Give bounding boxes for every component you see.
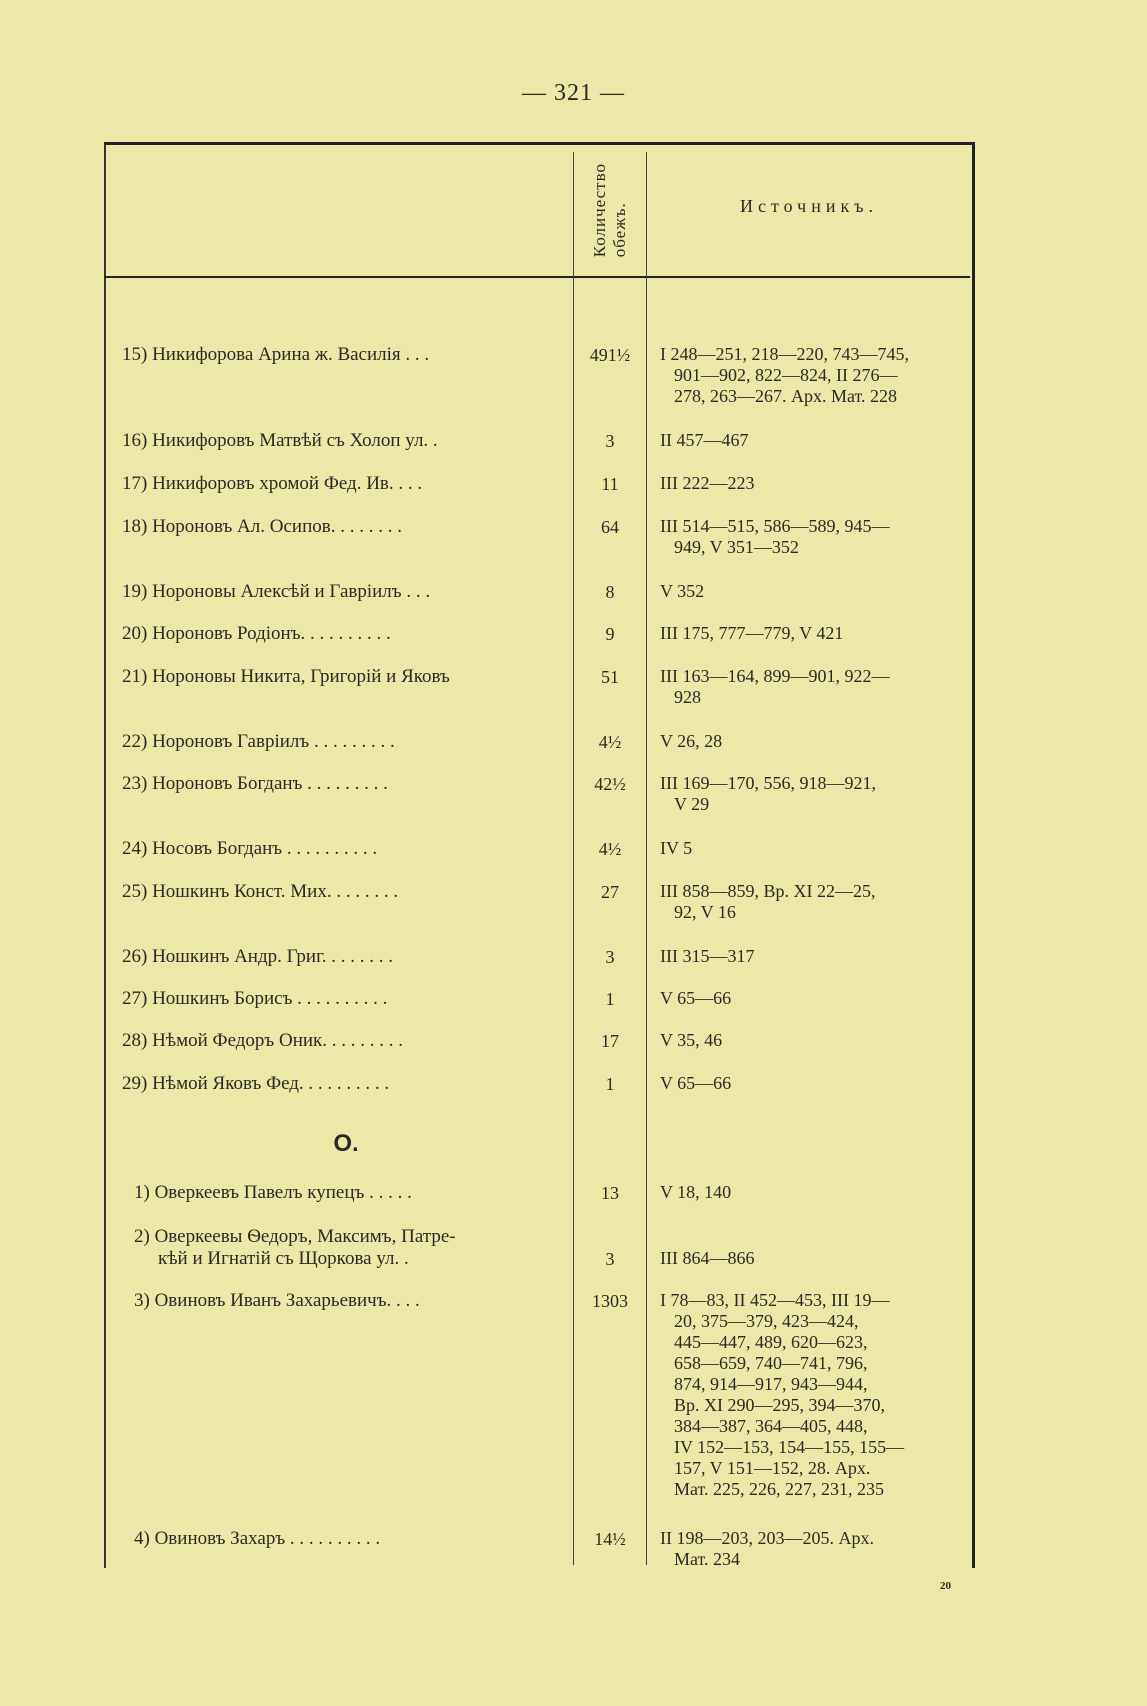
entry-name: 15) Никифорова Арина ж. Василія . . .	[122, 344, 430, 365]
header-divider	[104, 276, 970, 278]
entry-quantity: 1	[605, 1074, 615, 1094]
entry-sources	[660, 430, 966, 451]
entry-sources	[660, 623, 966, 644]
source-line: 901—902, 822—824, II 276—	[674, 365, 898, 385]
entry-name: 3) Овиновъ Иванъ Захарьевичъ. . . .	[134, 1290, 420, 1311]
source-line: III 222—223	[660, 473, 755, 493]
source-line: V 65—66	[660, 1073, 732, 1093]
source-line: 92, V 16	[674, 902, 736, 922]
entry-quantity: 1303	[592, 1291, 628, 1311]
entry-quantity: 13	[601, 1183, 619, 1203]
quantity-column-header	[576, 150, 644, 270]
entry-name: 24) Носовъ Богданъ . . . . . . . . . .	[122, 838, 378, 859]
entry-quantity: 4½	[598, 839, 622, 859]
source-line: V 35, 46	[660, 1030, 723, 1050]
entry-sources	[660, 1182, 966, 1203]
source-line: Вр. XI 290—295, 394—370,	[674, 1395, 885, 1415]
source-line: 658—659, 740—741, 796,	[674, 1353, 868, 1373]
source-line: V 18, 140	[660, 1182, 732, 1202]
source-line: 874, 914—917, 943—944,	[674, 1374, 868, 1394]
entry-name-line1: 2) Оверкеевы Ѳедоръ, Максимъ, Патре-	[134, 1226, 456, 1247]
source-line: V 65—66	[660, 988, 732, 1008]
source-line: III 169—170, 556, 918—921,	[660, 773, 876, 793]
signature-mark: 20	[940, 1580, 951, 1592]
source-line: III 514—515, 586—589, 945—	[660, 516, 890, 536]
entry-sources	[660, 1030, 966, 1051]
column-divider-quantity	[573, 152, 574, 1565]
entry-name: 4) Овиновъ Захаръ . . . . . . . . . .	[134, 1528, 381, 1549]
source-line: II 457—467	[660, 430, 749, 450]
source-line: Мат. 225, 226, 227, 231, 235	[674, 1479, 885, 1499]
entry-sources	[660, 1290, 966, 1500]
entry-sources	[660, 1528, 966, 1570]
entry-quantity: 51	[601, 667, 619, 687]
source-line: III 858—859, Вр. XI 22—25,	[660, 881, 876, 901]
entry-name: 19) Нороновы Алексѣй и Гаврiилъ . . .	[122, 581, 431, 602]
entry-name-line2: кѣй и Игнатiй съ Щоркова ул. .	[158, 1248, 409, 1269]
entry-name	[122, 1226, 570, 1270]
entry-name: 20) Нороновъ Родiонъ. . . . . . . . . .	[122, 623, 391, 644]
entry-name: 28) Нѣмой Федоръ Оник. . . . . . . . .	[122, 1030, 404, 1051]
sources-column-header: Источникъ.	[739, 196, 879, 216]
entry-quantity: 1	[605, 989, 615, 1009]
entry-sources	[660, 344, 966, 407]
entry-sources	[660, 838, 966, 859]
entry-sources	[660, 1248, 966, 1269]
entry-quantity: 9	[605, 624, 615, 644]
entry-quantity: 491½	[589, 345, 631, 365]
source-line: II 198—203, 203—205. Арх.	[660, 1528, 874, 1548]
entry-quantity: 17	[601, 1031, 619, 1051]
entry-name: 25) Ношкинъ Конст. Мих. . . . . . . .	[122, 881, 399, 902]
entry-name: 1) Оверкеевъ Павелъ купецъ . . . . .	[134, 1182, 412, 1203]
source-line: 949, V 351—352	[674, 537, 799, 557]
entry-quantity: 27	[601, 882, 619, 902]
source-line: IV 152—153, 154—155, 155—	[674, 1437, 905, 1457]
entry-quantity: 11	[601, 474, 619, 494]
source-line: III 864—866	[660, 1248, 755, 1268]
entry-name: 18) Нороновъ Ал. Осипов. . . . . . . .	[122, 516, 402, 537]
entry-name: 27) Ношкинъ Борисъ . . . . . . . . . .	[122, 988, 388, 1009]
source-line: 928	[674, 687, 701, 707]
entry-name: 22) Нороновъ Гаврiилъ . . . . . . . . .	[122, 731, 395, 752]
entry-quantity: 42½	[594, 774, 626, 794]
entry-name: 26) Ношкинъ Андр. Григ. . . . . . . .	[122, 946, 393, 967]
source-line: III 163—164, 899—901, 922—	[660, 666, 890, 686]
source-line: V 352	[660, 581, 705, 601]
entry-sources	[660, 988, 966, 1009]
source-line: Мат. 234	[674, 1549, 741, 1569]
source-line: 157, V 151—152, 28. Арх.	[674, 1458, 871, 1478]
page-number: — 321 —	[522, 80, 625, 106]
entry-name: 17) Никифоровъ хромой Фед. Ив. . . .	[122, 473, 423, 494]
source-line: 445—447, 489, 620—623,	[674, 1332, 868, 1352]
entry-sources	[660, 946, 966, 967]
entry-name: 29) Нѣмой Яковъ Фед. . . . . . . . . .	[122, 1073, 390, 1094]
source-line: 278, 263—267. Арх. Мат. 228	[674, 386, 898, 406]
entry-quantity: 3	[605, 1249, 615, 1269]
entry-name: 16) Никифоровъ Матвѣй съ Холоп ул. .	[122, 430, 438, 451]
entry-name: 21) Нороновы Никита, Григорiй и Яковъ	[122, 666, 450, 687]
source-line: V 26, 28	[660, 731, 723, 751]
source-line: V 29	[674, 794, 710, 814]
entry-sources	[660, 666, 966, 708]
entry-quantity: 14½	[594, 1529, 626, 1549]
entry-quantity: 8	[605, 582, 615, 602]
entry-sources	[660, 881, 966, 923]
entry-sources	[660, 473, 966, 494]
column-divider-sources	[646, 152, 647, 1565]
entry-quantity: 64	[601, 517, 619, 537]
quantity-header-label: Количество обежъ.	[590, 162, 629, 258]
source-line: III 315—317	[660, 946, 755, 966]
entry-sources	[660, 773, 966, 815]
source-line: III 175, 777—779, V 421	[660, 623, 844, 643]
entry-quantity: 3	[605, 947, 615, 967]
source-line: I 78—83, II 452—453, III 19—	[660, 1290, 890, 1310]
entry-sources	[660, 731, 966, 752]
source-line: 384—387, 364—405, 448,	[674, 1416, 868, 1436]
section-letter: О.	[333, 1130, 359, 1157]
entry-sources	[660, 1073, 966, 1094]
source-line: 20, 375—379, 423—424,	[674, 1311, 859, 1331]
source-line: IV 5	[660, 838, 693, 858]
entry-name: 23) Нороновъ Богданъ . . . . . . . . .	[122, 773, 388, 794]
entry-quantity: 4½	[598, 732, 622, 752]
entry-sources	[660, 516, 966, 558]
source-line: I 248—251, 218—220, 743—745,	[660, 344, 909, 364]
entry-quantity: 3	[605, 431, 615, 451]
entry-sources	[660, 581, 966, 602]
